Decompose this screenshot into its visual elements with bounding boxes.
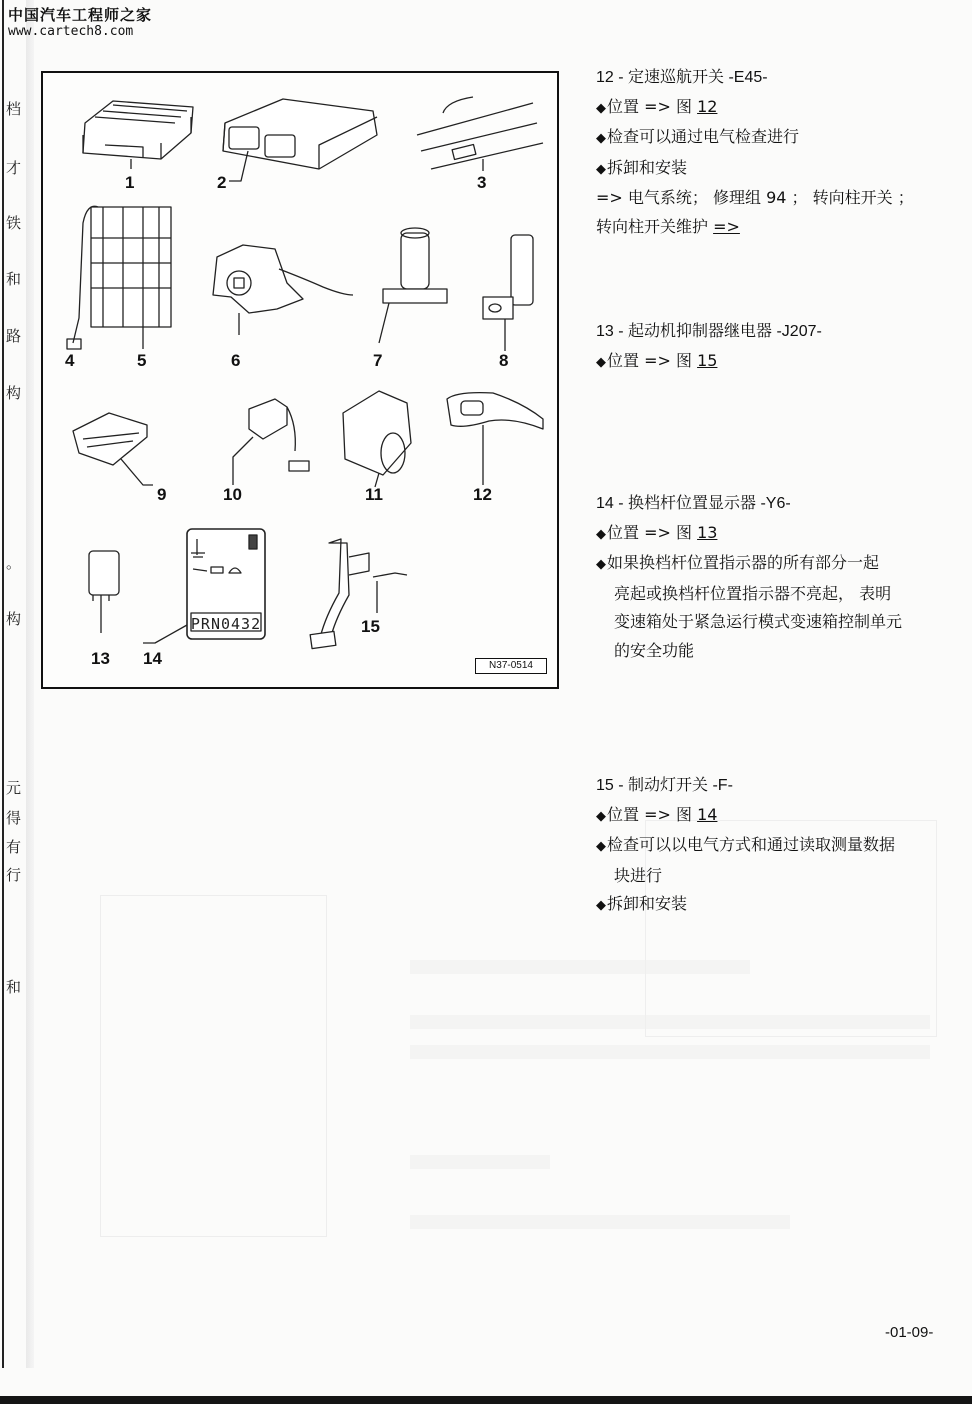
margin-char: 得 (6, 809, 22, 827)
bullet-check: ◆检查可以以电气方式和通过读取测量数据 (596, 835, 896, 854)
reference-line: => 电气系统； 修理组 94 ； 转向柱开关 ； (596, 188, 914, 207)
diamond-bullet-icon: ◆ (596, 100, 606, 116)
diamond-bullet-icon: ◆ (596, 131, 606, 146)
show-through-figure (100, 895, 327, 1237)
section-title: 14 - 换档杆位置显示器 -Y6- (596, 495, 791, 512)
margin-char: 。 (6, 554, 22, 572)
section-starter-inhibitor-relay (596, 318, 946, 377)
margin-char: 和 (6, 978, 22, 996)
figure-label-12: 12 (473, 485, 492, 504)
diamond-bullet-icon: ◆ (596, 526, 606, 542)
selector-gate-icon (73, 413, 153, 485)
bullet-location: ◆位置 => 图 12 (596, 96, 718, 116)
diamond-bullet-icon: ◆ (596, 354, 606, 370)
margin-char: 有 (6, 838, 22, 856)
margin-char: 铁 (6, 214, 22, 232)
figure-link[interactable]: 15 (697, 350, 718, 370)
margin-char: 才 (6, 159, 22, 177)
component-location-figure (41, 71, 559, 689)
multifunction-switch-icon (213, 245, 353, 335)
figure-label-13: 13 (91, 649, 110, 668)
watermark (8, 6, 152, 40)
bullet-check: ◆检查可以通过电气检查进行 (596, 127, 800, 146)
figure-label-15: 15 (361, 617, 380, 636)
bullet-removal: ◆拆卸和安装 (596, 894, 688, 913)
figure-label-1: 1 (125, 173, 135, 192)
page-number: -01-09- (885, 1324, 934, 1341)
rpm-sensor-icon (483, 235, 533, 351)
solenoid-icon (233, 399, 309, 485)
margin-char: 构 (6, 384, 22, 402)
stalk-switch-icon (447, 393, 543, 485)
figure-label-11: 11 (365, 485, 383, 504)
bullet-location: ◆位置 => 图 13 (596, 522, 718, 542)
brake-pedal-switch-icon (310, 539, 407, 649)
section-cruise-control-switch (596, 64, 946, 241)
diamond-bullet-icon: ◆ (596, 557, 606, 572)
margin-char: 构 (6, 610, 22, 628)
watermark-url: www.cartech8.com (8, 24, 134, 39)
figure-label-8: 8 (499, 351, 509, 370)
check-continuation: 块进行 (614, 865, 663, 885)
diamond-bullet-icon: ◆ (596, 808, 606, 824)
note-continuation: 变速箱处于紧急运行模式变速箱控制单元 (614, 612, 903, 631)
section-brake-light-switch (596, 772, 946, 921)
note-continuation: 亮起或换档杆位置指示器不亮起， 表明 (614, 583, 892, 603)
show-through-text (410, 1155, 550, 1169)
figure-label-9: 9 (157, 485, 167, 504)
reference-line: 转向柱开关维护 => (596, 216, 740, 236)
relay-icon (89, 551, 119, 633)
scan-bottom-edge (0, 1396, 972, 1404)
figure-label-3: 3 (477, 173, 487, 192)
show-through-text (410, 1045, 930, 1059)
watermark-site-name: 中国汽车工程师之家 (8, 6, 153, 24)
figure-label-6: 6 (231, 351, 241, 370)
speed-sensor-icon (379, 228, 447, 343)
bullet-note: ◆如果换档杆位置指示器的所有部分一起 (596, 553, 880, 572)
figure-link[interactable]: 14 (697, 804, 718, 824)
bullet-removal: ◆拆卸和安装 (596, 157, 688, 177)
figure-label-2: 2 (217, 173, 227, 192)
margin-char: 元 (6, 779, 22, 797)
bullet-location: ◆位置 => 图 14 (596, 804, 718, 824)
figure-label-5: 5 (137, 351, 147, 370)
component-drawings (43, 73, 557, 687)
transmission-control-unit-icon (83, 101, 193, 169)
display-readout: PRN0432 (190, 615, 262, 633)
margin-char: 行 (6, 866, 22, 884)
valve-body-icon (67, 206, 171, 349)
figure-label-10: 10 (223, 485, 242, 504)
figure-label-14: 14 (143, 649, 162, 668)
reference-link[interactable]: => (713, 216, 740, 236)
diamond-bullet-icon: ◆ (596, 839, 606, 854)
figure-link[interactable]: 12 (697, 96, 718, 116)
figure-label-4: 4 (65, 351, 75, 370)
figure-link[interactable]: 13 (697, 522, 718, 542)
note-continuation: 的安全功能 (614, 640, 695, 660)
margin-char: 和 (6, 270, 22, 288)
section-gear-position-display (596, 490, 946, 665)
section-title: 12 - 定速巡航开关 -E45- (596, 69, 768, 86)
margin-char: 档 (6, 100, 22, 118)
section-title: 13 - 起动机抑制器继电器 -J207- (596, 323, 822, 340)
diagnostic-connector-icon (417, 97, 543, 171)
diamond-bullet-icon: ◆ (596, 898, 606, 913)
diamond-bullet-icon: ◆ (596, 161, 606, 177)
figure-code: N37-0514 (475, 658, 547, 674)
scan-gutter-shadow (26, 0, 34, 1368)
margin-char: 路 (6, 327, 22, 345)
section-title: 15 - 制动灯开关 -F- (596, 777, 733, 794)
show-through-text (410, 960, 750, 974)
page-edge-line (2, 0, 4, 1368)
show-through-text (410, 1015, 930, 1029)
ignition-lock-icon (343, 391, 411, 487)
engine-control-unit-icon (223, 99, 377, 181)
figure-label-7: 7 (373, 351, 383, 370)
show-through-text (410, 1215, 790, 1229)
bullet-location: ◆位置 => 图 15 (596, 350, 718, 370)
